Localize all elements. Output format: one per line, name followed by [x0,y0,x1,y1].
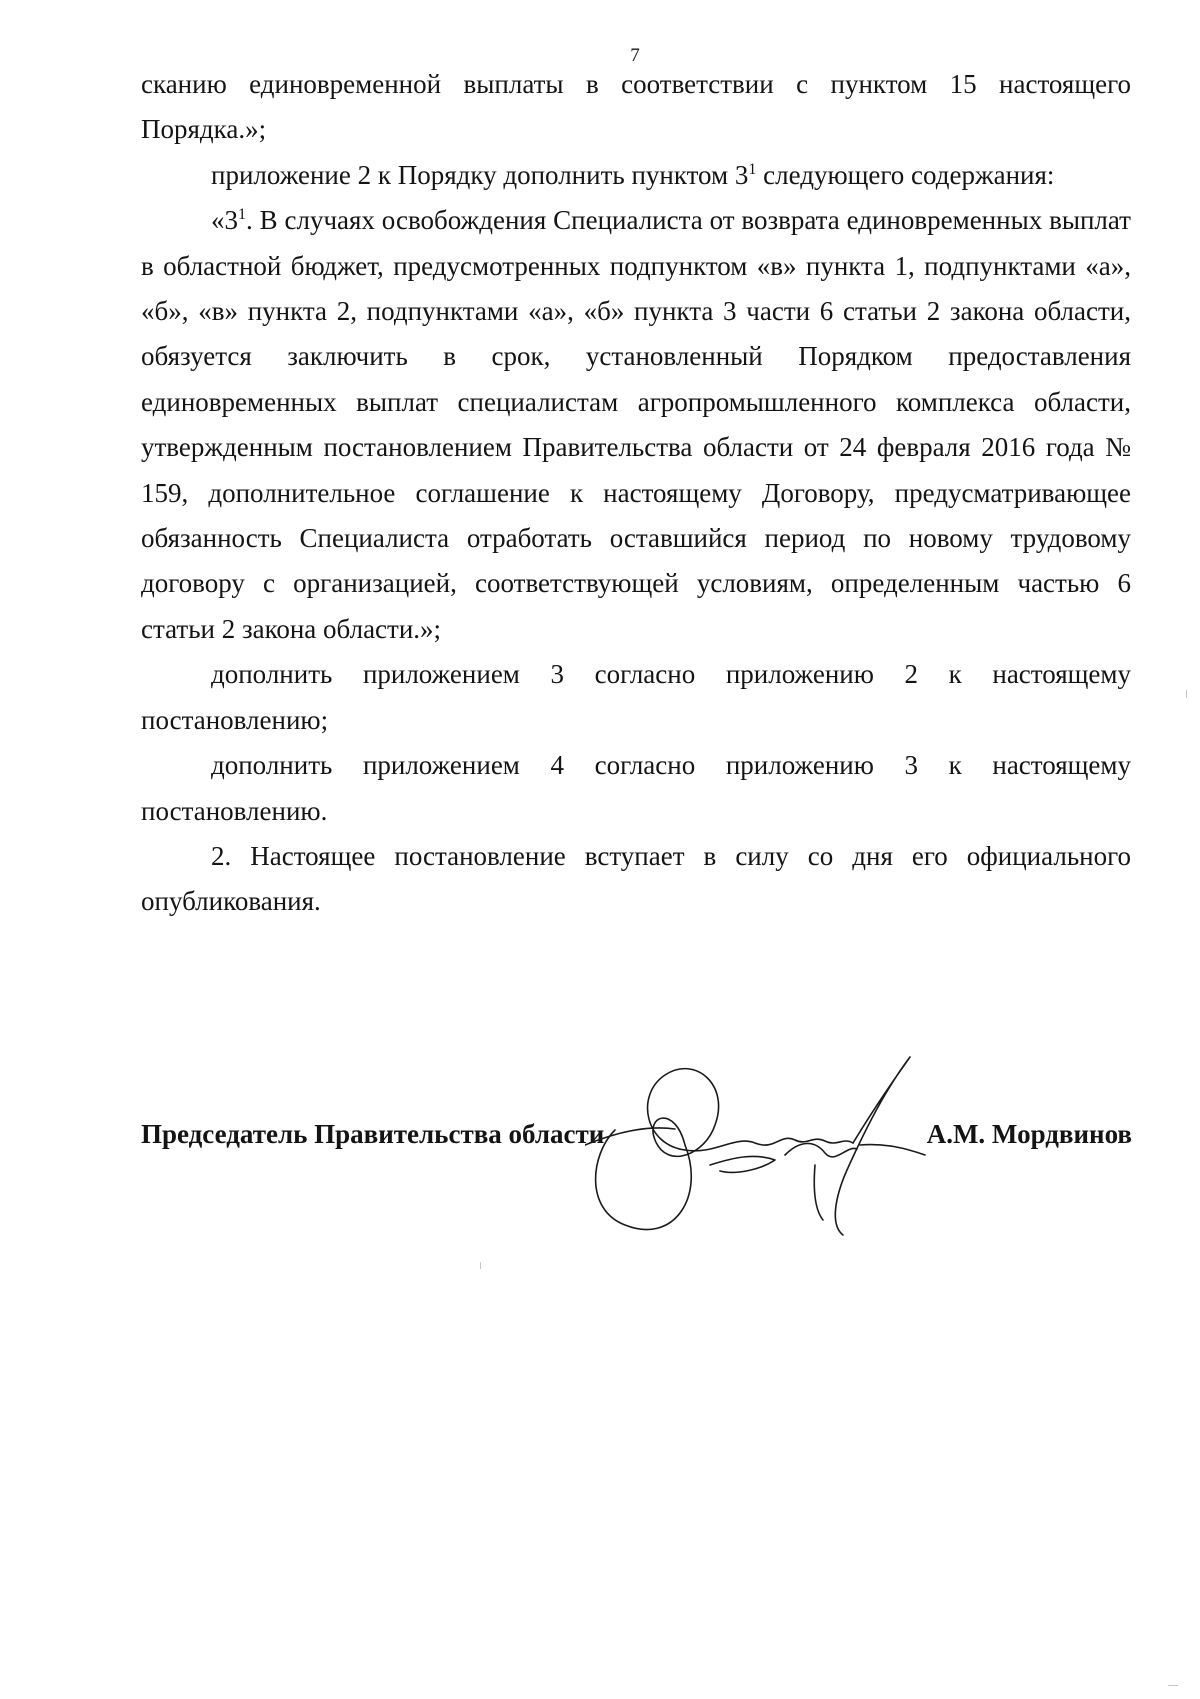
paragraph-text-after: . В случаях освобождения Специалиста от возврата единовременных выплат в областной бюджет, предусмотренных подпунктом «в» пункта 1, подпунктами «а», «б», «в» пункта 2, подпунктами «а», «б» пункта 3 части 6 статьи 2 закона области, обязуется заключить в срок, установленный Порядком предоставления единовременных выплат специалистам агропромышленного комплекса области, утвержденным постановлением Правительства области от 24 февраля 2016 года № 159, дополнительное соглашение к настоящему Договору, предусматривающее обязанность Специалиста отработать оставшийся период по новому трудовому договору с организацией, соответствующей условиям, определенным частью 6 статьи 2 закона области.»; [141,205,1131,644]
paragraph-add-appendix-3: дополнить приложением 3 согласно приложению 2 к настоящему постановлению; [141,659,1131,735]
paragraph-appendix-2-amendment [141,153,1131,198]
superscript: 1 [748,160,757,178]
paragraph-item-3-1 [141,198,1131,652]
page-number: 7 [630,45,640,66]
document-body [141,62,1131,925]
signatory-name: А.М. Мордвинов [926,1119,1132,1149]
paragraph-text-after: следующего содержания: [756,159,1055,190]
paragraph-entry-into-force: 2. Настоящее постановление вступает в силу со дня его официального опубликования. [141,840,1131,917]
signatory-title: Председатель Правительства области [141,1119,605,1149]
paragraph-continuation: сканию единовременной выплаты в соответствии с пунктом 15 настоящего Порядка.»; [141,69,1131,145]
scan-artifact [1186,690,1187,698]
superscript: 1 [238,206,246,224]
scan-artifact [480,1262,481,1269]
handwritten-signature [585,1045,945,1260]
scan-artifact [1168,1685,1178,1686]
paragraph-add-appendix-4: дополнить приложением 4 согласно приложению 3 к настоящему постановлению. [141,750,1131,826]
paragraph-text-before: «3 [211,205,238,236]
paragraph-text-before: приложение 2 к Порядку дополнить пунктом 3 [211,159,749,190]
